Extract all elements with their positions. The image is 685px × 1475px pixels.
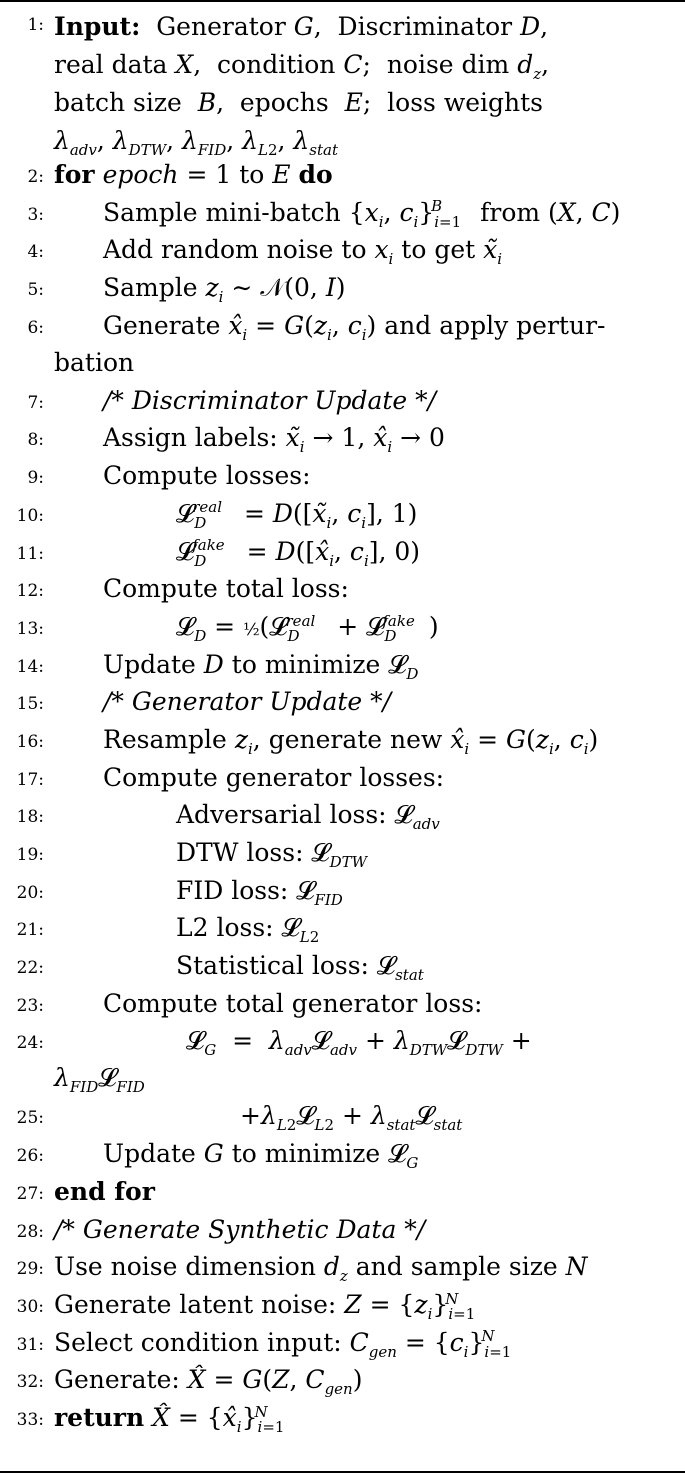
top-rule bbox=[0, 0, 685, 2]
line-number: 25: bbox=[16, 1108, 44, 1129]
algorithm-line-27 bbox=[0, 1175, 685, 1213]
line-text: Add random noise to $x_i$ to get $x̃_i$ bbox=[103, 235, 503, 269]
line-number: 1: bbox=[27, 15, 44, 35]
line-number: 7: bbox=[27, 392, 44, 413]
algorithm-line-5 bbox=[0, 271, 685, 309]
algorithm-line-16 bbox=[0, 723, 685, 761]
line-text: 𝓛$_D^{fake}$ = $D([x̂_i$, $c_i$], 0) bbox=[176, 536, 421, 570]
line-text: Use noise dimension $d_z$ and sample size N bbox=[54, 1252, 588, 1286]
line-number: 11: bbox=[16, 543, 44, 564]
line-text: DTW loss: 𝓛$_{DTW}$ bbox=[176, 838, 368, 871]
line-number: 8: bbox=[27, 430, 44, 451]
line-number: 28: bbox=[16, 1221, 44, 1242]
algorithm-line-17 bbox=[0, 761, 685, 799]
line-text: Compute generator losses: bbox=[103, 762, 445, 792]
line-number: 23: bbox=[16, 995, 44, 1016]
line-number: 6: bbox=[27, 317, 44, 338]
line-number: 15: bbox=[16, 694, 44, 715]
algorithm-line-9 bbox=[0, 459, 685, 497]
line-number: 26: bbox=[16, 1146, 44, 1167]
line-text: L2 loss: 𝓛$_{L2}$ bbox=[176, 913, 320, 947]
line-number: 20: bbox=[16, 882, 44, 903]
line-text: Update D to minimize 𝓛$_D$ bbox=[103, 649, 419, 683]
comment-text: /* Discriminator Update */ bbox=[103, 385, 437, 415]
algorithm-block bbox=[0, 6, 685, 1439]
algorithm-line-14 bbox=[0, 648, 685, 686]
line-text: Compute total loss: bbox=[103, 574, 349, 604]
algorithm-line-23 bbox=[0, 987, 685, 1025]
algorithm-line-7 bbox=[0, 384, 685, 422]
line-text: Generate $x̂_i = G(z_i$, $c_i$) and apply pertur- bbox=[103, 310, 606, 344]
line-text: Generate latent noise: $Z = \{z_i\}_{i=1}^N$ bbox=[54, 1289, 476, 1323]
line-text: Input: Generator G, Discriminator D, real data X, condition C; noise dim $d_z$, batch size B, epochs E; loss weights $\lambda_{adv}$, $\lambda_{DTW}$, $\lambda_{FID}$, $\lambda_{L2}$, $\lambda_{stat}$ bbox=[54, 12, 550, 159]
algorithm-line-18 bbox=[0, 798, 685, 836]
line-text: for epoch = 1 to E do bbox=[54, 160, 333, 189]
algorithm-line-22 bbox=[0, 949, 685, 987]
line-number: 31: bbox=[16, 1334, 44, 1355]
algorithm-line-25 bbox=[0, 1099, 685, 1137]
line-number: 18: bbox=[16, 807, 44, 828]
line-text: Update G to minimize 𝓛$_G$ bbox=[103, 1139, 419, 1173]
algorithm-line-33 bbox=[0, 1401, 685, 1439]
algorithm-line-6 bbox=[0, 309, 685, 384]
line-text: Compute total generator loss: bbox=[103, 988, 483, 1018]
algorithm-line-30 bbox=[0, 1288, 685, 1326]
line-text: Assign labels: $x̃_i \to 1$, $x̂_i \to 0$ bbox=[103, 423, 445, 457]
algorithm-line-11 bbox=[0, 535, 685, 573]
line-number: 10: bbox=[16, 505, 44, 526]
line-text: Compute losses: bbox=[103, 461, 311, 491]
algorithm-line-31 bbox=[0, 1326, 685, 1364]
line-number: 24: bbox=[16, 1033, 44, 1054]
line-text-continued: bation bbox=[54, 347, 135, 377]
line-number: 30: bbox=[16, 1296, 44, 1317]
line-text: Generate: X̂ = G(Z, $C_{gen}$) bbox=[54, 1365, 363, 1399]
line-text: Sample mini-batch {$x_i$, $c_i\}_{i=1}^B$ from (X, C) bbox=[103, 197, 621, 231]
algorithm-line-3 bbox=[0, 196, 685, 234]
line-text: FID loss: 𝓛$_{FID}$ bbox=[176, 875, 343, 909]
algorithm-line-15 bbox=[0, 685, 685, 723]
line-text: return X̂ = $\{x̂_i\}_{i=1}^N$ bbox=[54, 1402, 285, 1436]
line-text: Statistical loss: 𝓛$_{stat}$ bbox=[176, 951, 424, 985]
line-text: Sample $z_i$ ∼ 𝒩(0, I) bbox=[103, 273, 346, 307]
line-number: 4: bbox=[27, 242, 44, 263]
line-text: 𝓛$_G$ = $\lambda_{adv}𝓛_{adv}$ + $\lambda_{DTW}𝓛_{DTW}$ + bbox=[186, 1026, 532, 1060]
line-number: 12: bbox=[16, 581, 44, 602]
line-number: 33: bbox=[16, 1409, 44, 1430]
line-number: 2: bbox=[27, 167, 44, 187]
algorithm-line-2 bbox=[0, 158, 685, 196]
line-number: 3: bbox=[27, 204, 44, 225]
algorithm-line-10 bbox=[0, 497, 685, 535]
line-number: 19: bbox=[16, 845, 44, 865]
algorithm-line-24 bbox=[0, 1024, 685, 1099]
algorithm-line-32 bbox=[0, 1363, 685, 1401]
algorithm-line-28 bbox=[0, 1213, 685, 1251]
line-text: 𝓛$_D$ = ½(𝓛$_D^{real}$ + 𝓛$_D^{fake}$ ) bbox=[176, 611, 439, 645]
algorithm-line-21 bbox=[0, 911, 685, 949]
algorithm-line-26 bbox=[0, 1137, 685, 1175]
line-text: Select condition input: $C_{gen} = \{c_i\}_{i=1}^N$ bbox=[54, 1327, 512, 1361]
line-number: 16: bbox=[16, 731, 44, 752]
algorithm-line-20 bbox=[0, 874, 685, 912]
line-text: Adversarial loss: 𝓛$_{adv}$ bbox=[176, 800, 440, 834]
line-number: 5: bbox=[27, 280, 44, 301]
line-number: 27: bbox=[16, 1183, 44, 1204]
algorithm-line-4 bbox=[0, 233, 685, 271]
line-text-continued: $\lambda_{FID}𝓛_{FID}$ bbox=[54, 1063, 145, 1097]
algorithm-line-1 bbox=[0, 6, 685, 158]
line-number: 17: bbox=[16, 769, 44, 790]
line-number: 29: bbox=[16, 1259, 44, 1280]
algorithm-line-13 bbox=[0, 610, 685, 648]
line-number: 21: bbox=[16, 920, 44, 941]
comment-text: /* Generate Synthetic Data */ bbox=[54, 1214, 426, 1244]
line-number: 14: bbox=[16, 656, 44, 677]
line-text: end for bbox=[54, 1176, 155, 1206]
line-text: 𝓛$_D^{real}$ = $D([x̃_i$, $c_i$], 1) bbox=[176, 498, 418, 532]
line-number: 9: bbox=[27, 468, 44, 489]
algorithm-line-12 bbox=[0, 572, 685, 610]
comment-text: /* Generator Update */ bbox=[103, 687, 392, 717]
bottom-rule bbox=[0, 1471, 685, 1473]
algorithm-line-8 bbox=[0, 421, 685, 459]
line-text: Resample $z_i$, generate new $x̂_i = G(z_i$, $c_i$) bbox=[103, 724, 599, 758]
line-number: 22: bbox=[16, 958, 44, 979]
line-number: 13: bbox=[16, 618, 44, 639]
algorithm-line-29 bbox=[0, 1250, 685, 1288]
line-number: 32: bbox=[16, 1372, 44, 1393]
line-text: $+\lambda_{L2}𝓛_{L2}$ + $\lambda_{stat}𝓛_{stat}$ bbox=[240, 1101, 463, 1135]
algorithm-line-19 bbox=[0, 836, 685, 874]
